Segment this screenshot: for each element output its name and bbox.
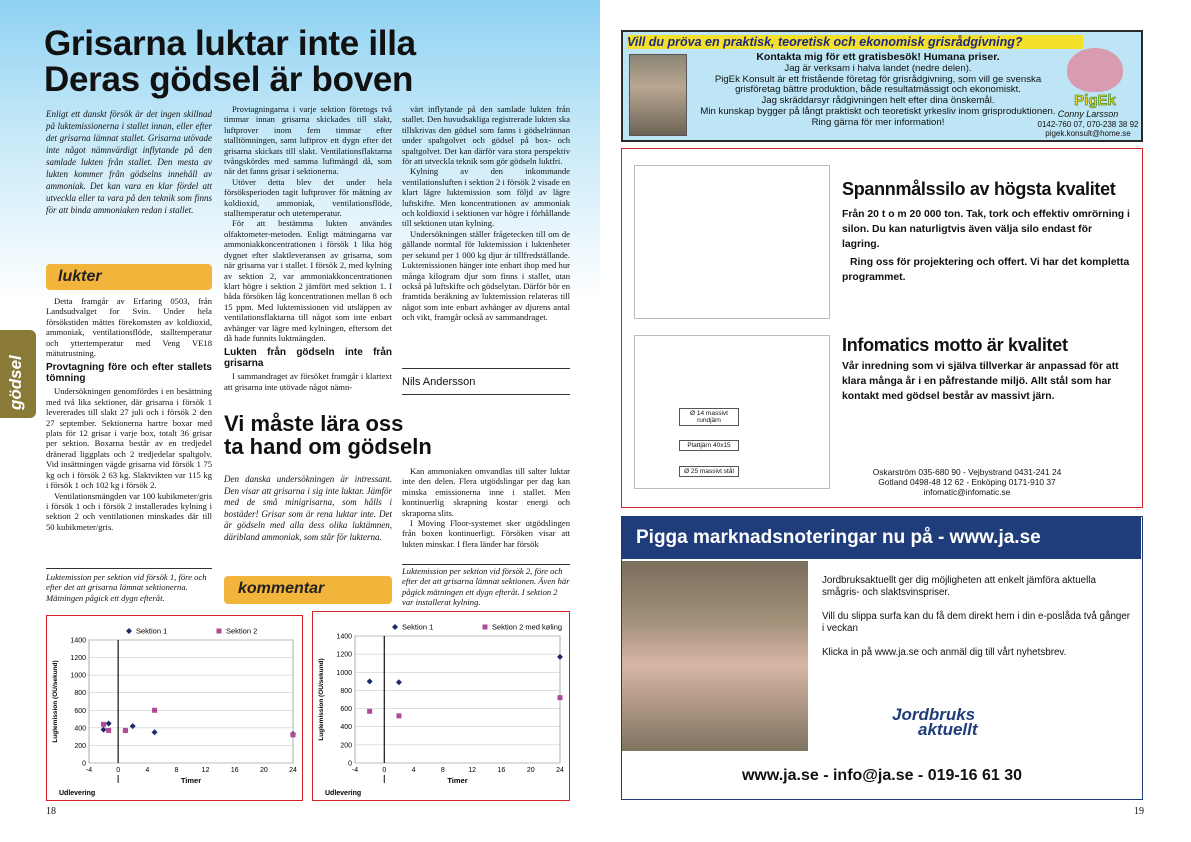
ja-logo-line: aktuellt (918, 720, 978, 739)
chart-2-frame (312, 611, 570, 801)
article-col-2 (224, 104, 392, 392)
ja-logo (892, 707, 1042, 737)
diagram-label: Ø 14 massivt rundjärn (679, 408, 739, 426)
comment-paragraph: I Moving Floor-systemet sker utgödslingen från boxen kontinuerligt. Försöken visar att lukten minskar. I flera länder har försök (402, 518, 570, 549)
legend-marker (392, 624, 398, 630)
data-point (101, 722, 106, 727)
pigek-email: pigek.konsult@home.se (1045, 129, 1131, 138)
legend-label: Sektion 1 (402, 622, 434, 632)
col1-paragraph: Undersökningen genomfördes i en besättning med två lika sektioner, där grisarna i försök 1 levererades till slakt 27 juli och i försök 2 den 27 september. Sektionerna hartre boxar med plats för 12 grisar i varje box, totalt 36 grisar per sektion. Boxarna består av en tredjedel dränerad liggplats och 2 tredjedelar spaltgolv. Vid insättningen vägde grisarna vid försök 1 75 kg och i försök 2 63 kg. Slaktvikten var 115 kg i försök 1 och 102 kg i försök 2. (46, 386, 212, 491)
y-tick-label: 0 (348, 760, 352, 768)
x-tick-label: 12 (468, 767, 477, 774)
y-tick-label: 800 (340, 687, 352, 695)
x-tick-label: 4 (411, 767, 416, 774)
x-tick-label: -4 (351, 767, 359, 774)
y-tick-label: 400 (74, 725, 86, 733)
chart-1-frame (46, 615, 303, 801)
ja-paragraph: Vill du slippa surfa kan du få dem direkt hem i din e-poslåda två gånger i veckan (822, 611, 1131, 634)
col2-paragraph: I sammandraget av försöket framgår i klartext att grisarna inte utövade något nämn- (224, 371, 392, 392)
y-tick-label: 800 (74, 690, 86, 698)
x-tick-label: 0 (116, 767, 121, 774)
legend-marker (483, 625, 488, 630)
pigek-line: Jag är verksam i halva landet (nedre delen). (784, 62, 972, 74)
y-tick-label: 1400 (336, 633, 352, 641)
y-tick-label: 400 (340, 724, 352, 732)
pigek-name: Conny Larsson (1057, 109, 1119, 119)
caption-rule (46, 568, 212, 569)
data-point (396, 713, 401, 718)
pig-photo (622, 561, 808, 751)
silo-heading: Spannmålssilo av högsta kvalitet (842, 179, 1116, 199)
y-tick-label: 1000 (336, 669, 352, 677)
ja-ad (621, 516, 1143, 800)
diagram-label: Plattjärn 40x15 (679, 440, 739, 451)
ja-body (822, 575, 1132, 659)
comment-title: Vi måste lära oss ta hand om gödseln (224, 411, 432, 459)
y-tick-label: 600 (340, 706, 352, 714)
article-title: Grisarna luktar inte illa Deras gödsel är boven (44, 24, 416, 99)
x-tick-label: 16 (230, 767, 239, 774)
ja-paragraph: Klicka in på www.ja.se och anmäl dig till vårt nyhetsbrev. (822, 647, 1067, 658)
legend-label: Sektion 2 (226, 626, 258, 636)
col2-paragraph: Provtagningarna i varje sektion företogs två timmar innan grisarna skickades till slakt, luftprover inom fem timmar efter stalltömningen, samt luftprov ett dygn efter det grisarna skickats till slakt. Ventilationsflaktarna tvångskördes med samma luftmängd då, som när det fanns grisar i sektionerna. (224, 104, 392, 177)
infomatic-text: Vår inredning som vi själva tillverkar är anpassad för att klara många år i en påfrestande miljö. Allt stål som har kontakt med gödsel består av massivt järn. (842, 361, 1119, 402)
y-axis-label: Luglemission (OU/sekund) (52, 660, 59, 743)
comment-intro: Den danska undersökningen är intressant. Den visar att grisarna i sig inte luktar. Jämför med de små minigrisarna, som hålls i bostäder! Grisar som är rena luktar inte. Det är gödseln med alla dess olika luktämnen, däribland ammoniak, som står för lukterna. (224, 474, 392, 542)
chart-2 (313, 612, 568, 799)
comment-text (402, 466, 570, 549)
lukter-banner (46, 264, 212, 290)
ja-paragraph: Jordbruksaktuellt ger dig möjligheten att enkelt jämföra aktuella smågris- och slaktsvinspriser. (822, 575, 1096, 598)
x-axis-label: Timer (447, 776, 468, 785)
x-tick-label: 12 (201, 767, 210, 774)
author-name: Nils Andersson (402, 376, 476, 388)
x-tick-label: 24 (556, 767, 564, 774)
col2-paragraph: För att bestämma lukten användes olfaktometer-metoden. Enligt mätningarna var ammoniakkoncentrationen i försök 1 lika hög dygnet efter slaktleveransen av grisarna, som när grisarna var i stallet. I försök 2, med kylning av sektion 2, var ammoniakkoncentrationen klart högre i sektion 2 jämfört med sektion 1. I båda försöken låg koncentrationen mellan 8 och 15 ppm. Med luktemissionen vid utsläppen av ventilationsflaktarna till något som inte enbart avhänger var lägre med kylningen, eftersom det då hade funnits luktmängden. (224, 218, 392, 343)
col3-paragraph: värt inflytande på den samlade lukten från stallet. Den huvudsakliga registrerade lukten ska tillskrivas den gödsel som fanns i gödselrännan under spaltgolvet och gödsel på box- och spaltgolvet. Det kan därför vara stora perspektiv för att utveckla teknik som gör gödseln luktfri. (402, 104, 570, 167)
silo-image-placeholder (634, 165, 830, 319)
col2-subheading: Lukten från gödseln inte från grisarna (224, 347, 392, 370)
portrait-photo (629, 54, 687, 136)
comment-paragraph: Kan ammoniaken omvandlas till salter luktar inte den delen. Flera utgödslingar per dag kan minska emissionerna inne i stallet. Men kontinuerlig skrapning kostar energi och skraporna slits. (402, 466, 570, 518)
lukter-banner-label: lukter (58, 268, 102, 285)
plot-area (355, 636, 560, 763)
chart-1 (47, 616, 301, 799)
y-tick-label: 200 (340, 742, 352, 750)
infomatic-heading: Infomatics motto är kvalitet (842, 335, 1068, 355)
x-note-label: Udlevering (59, 790, 96, 797)
data-point (291, 732, 296, 737)
x-tick-label: -4 (85, 767, 93, 774)
data-point (152, 708, 157, 713)
article-col-3 (402, 104, 570, 323)
diagram-label: Ø 25 massivt stål (679, 466, 739, 477)
intro-text: Enligt ett danskt försök är det ingen skillnad på luktemissionerna i stallet innan, eller efter det grisarna lämnat stallet. Grisarna utövade inte något nämnvärdigt inflytande på den samlade lukten från stallet. Den mesta av lukten kommer från gödselns innehåll av ammoniak. Det kan vara en klar fördel att utveckla eller ta vara på den teknik som finns för att binda ammoniaken redan i stallet. (46, 109, 212, 215)
pigek-line: Jag skräddarsyr rådgivningen helt efter dina önskemål. (761, 95, 995, 107)
x-tick-label: 20 (526, 767, 535, 774)
pigek-contact-block (1033, 110, 1143, 139)
x-tick-label: 16 (497, 767, 506, 774)
pigek-line: PigEk Konsult är ett fristående företag för grisrådgivning, som vill ge svenska grisföretag bättre produktion, både resultatmässigt och ekonomiskt. (714, 73, 1042, 96)
address-line: Gotland 0498-48 12 62 - Enköping 0171-910 37 (878, 477, 1056, 487)
x-tick-label: 0 (382, 767, 387, 774)
infomatic-address (842, 467, 1092, 497)
data-point (106, 728, 111, 733)
x-tick-label: 4 (145, 767, 150, 774)
silo-text: Från 20 t o m 20 000 ton. Tak, tork och effektiv omrörning i silon. Du kan naturligtvis även välja silo endast för lagring. (842, 209, 1130, 250)
col1-subheading: Provtagning före och efter stallets tömning (46, 362, 212, 385)
kommentar-banner (224, 576, 392, 604)
y-tick-label: 0 (82, 760, 86, 768)
section-tab (0, 330, 36, 418)
data-point (123, 728, 128, 733)
y-tick-label: 1400 (70, 637, 86, 645)
address-line: infomatic@infomatic.se (923, 487, 1011, 497)
x-tick-label: 8 (440, 767, 445, 774)
infomatic-ad (621, 148, 1143, 508)
ja-headline-bar (622, 517, 1141, 559)
data-point (367, 709, 372, 714)
col3-paragraph: Kylning av den inkommande ventilationsluften i sektion 2 i försök 2 visade en klart lägre luktemission som följd av lägre luftskifte. Men koncentrationen av ammoniak och koldioxid i sektionen var högre i förhållande till sektionen utan kylning. (402, 166, 570, 229)
page-number-left: 18 (46, 806, 56, 817)
caption-rule (402, 564, 570, 565)
y-tick-label: 200 (74, 742, 86, 750)
pig-mascot-icon (1067, 48, 1123, 92)
chart2-caption: Luktemission per sektion vid försök 2, före och efter det att grisarna lämnat sektionen. Även här pågick mätningen ett dygn efteråt. I sektion 2 var installerat kylning. (402, 566, 570, 608)
y-tick-label: 1000 (70, 672, 86, 680)
pigek-contact: Kontakta mig för ett gratisbesök! Humana priser. (756, 51, 1000, 63)
ja-headline: Pigga marknadsnoteringar nu på - www.ja.se (636, 527, 1041, 548)
x-axis-label: Timer (180, 776, 202, 785)
x-tick-label: 20 (259, 767, 268, 774)
col1-paragraph: Ventilationsmängden var 100 kubikmeter/gris i försök 1 och i försök 2 installerades kylning i sektion 2 och ventilationen minskades där till 50 kubikmeter/gris. (46, 490, 212, 532)
pigek-body (693, 52, 1063, 129)
pigek-line: Min kunskap bygger på långt praktiskt och teoretiskt yrkesliv inom grisproduktionen. Ring gärna för mer information! (700, 105, 1056, 128)
legend-label: Sektion 2 med køling (492, 622, 563, 632)
y-tick-label: 1200 (70, 655, 86, 663)
pigek-logo: PigEk (1074, 92, 1116, 109)
col3-paragraph: Undersökningen ställer frågetecken till om de gällande normtal för luktemission i luktenheter per sekund per 1 000 kg djur är tillfredställande. Luktemissionen hänger inte enbart ihop med hur många kilogram djur som finns i stallet, utan också på luftskifte och gödselytan. Därför bör en framtida beräkning av luktemission relateras till något som inte enbart avhänger av djurens antal och vikt, framgår också av sammandraget. (402, 228, 571, 323)
ja-footer: www.ja.se - info@ja.se - 019-16 61 30 (741, 767, 1023, 784)
col1-paragraph: Detta framgår av Erfaring 0503, från Landsudvalget for Svin. Under hela försökstiden mättes förekomsten av koldioxid, ammoniak, ventilationsflöde, stalltemperatur och yttertemperatur med Veng VE18 mätutrustning. (46, 296, 212, 359)
pigek-ad (621, 30, 1143, 142)
silo-text: Ring oss för projektering och offert. Vi har det kompletta programmet. (842, 257, 1130, 283)
legend-label: Sektion 1 (136, 626, 168, 636)
article-col-1 (46, 296, 212, 532)
y-axis-label: Luglemission (OU/sekund) (318, 658, 325, 741)
legend-marker (126, 628, 132, 634)
data-point (558, 695, 563, 700)
ja-logo-line: Jordbruks (892, 705, 976, 724)
y-tick-label: 600 (74, 707, 86, 715)
chart1-caption: Luktemission per sektion vid försök 1, före och efter det att grisarna lämnat sektionerna. Mätningen pågick ett dygn efteråt. (46, 572, 207, 603)
plot-area (89, 640, 293, 763)
legend-marker (217, 629, 222, 634)
section-tab-label: gödsel (6, 355, 25, 410)
steel-diagram (634, 335, 830, 489)
pigek-phone: 0142-760 07, 070-238 38 92 (1037, 119, 1139, 129)
x-note-label: Udlevering (325, 790, 362, 797)
author-rule (402, 368, 570, 369)
y-tick-label: 1200 (336, 651, 352, 659)
col2-paragraph: Utöver detta blev det under hela försöksperioden tagit luftprover för mätning av koldioxid, ammoniak, ventilationsflöde, stalltemperatur och utetemperatur. (224, 176, 392, 219)
page-number-right: 19 (1134, 806, 1144, 817)
address-line: Oskarström 035-680 90 - Vejbystrand 0431-241 24 (872, 467, 1062, 477)
author-rule-bottom (402, 394, 570, 395)
kommentar-banner-label: kommentar (238, 580, 325, 597)
x-tick-label: 8 (174, 767, 179, 774)
pigek-headline: Vill du pröva en praktisk, teoretisk och ekonomisk grisrådgivning? (627, 35, 1083, 49)
x-tick-label: 24 (289, 767, 297, 774)
